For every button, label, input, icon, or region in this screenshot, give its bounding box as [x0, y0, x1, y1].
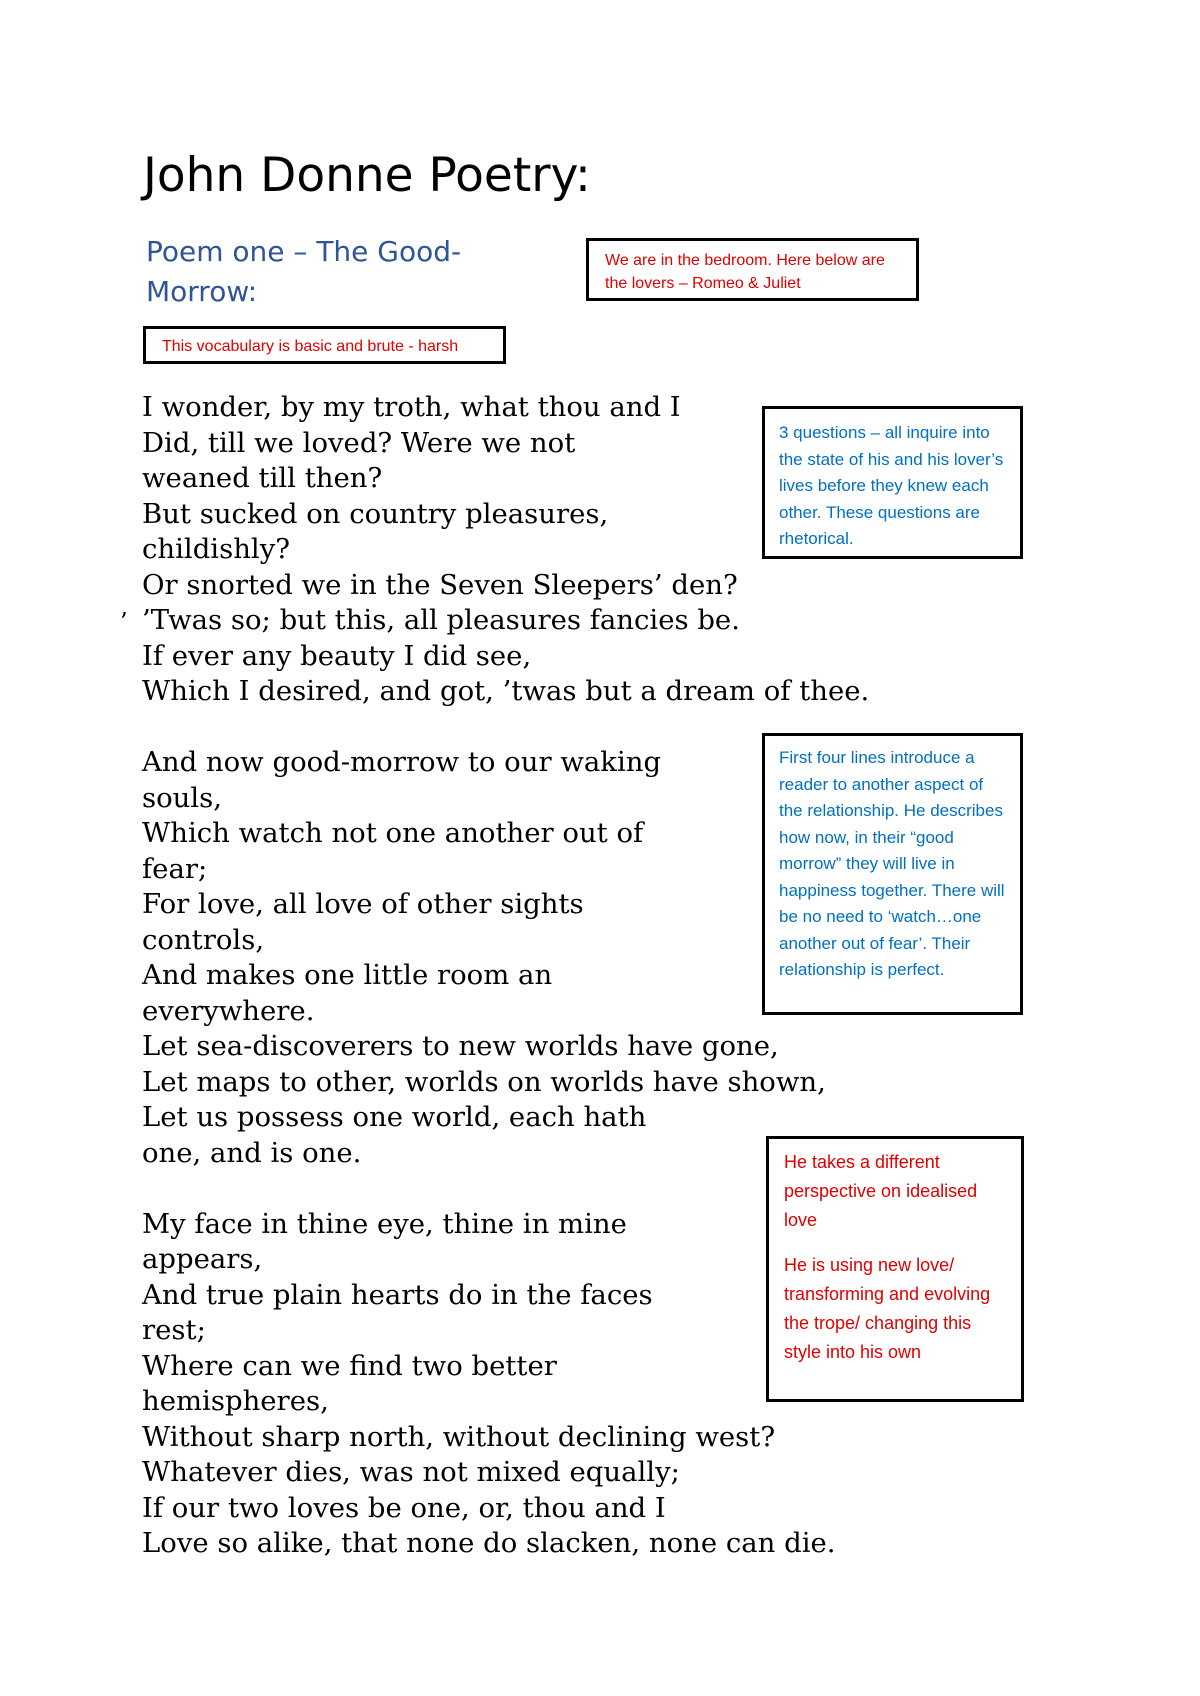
- poem-line: If our two loves be one, or, thou and I: [142, 1491, 666, 1524]
- poem-line: everywhere.: [142, 994, 315, 1027]
- poem-line: My face in thine eye, thine in mine: [142, 1207, 627, 1240]
- poem-line: one, and is one.: [142, 1136, 362, 1169]
- poem-line: And now good-morrow to our waking: [142, 746, 662, 778]
- poem-line: Without sharp north, without declining west?: [142, 1420, 776, 1453]
- note-bedroom: [586, 238, 919, 301]
- poem-line: ’Twas so; but this, all pleasures fancies be.: [142, 604, 740, 636]
- poem-line: Which I desired, and got, ’twas but a dream of thee.: [142, 675, 870, 707]
- note-perspective-text-1: He takes a different perspective on idealised love: [784, 1152, 978, 1230]
- poem-line: appears,: [142, 1243, 263, 1275]
- poem-line: Love so alike, that none do slacken, none can die.: [142, 1527, 836, 1559]
- stanza: [142, 745, 932, 1171]
- poem-body: [142, 390, 932, 1562]
- poem-line: Did, till we loved? Were we not: [142, 426, 576, 459]
- poem-line: rest;: [142, 1314, 206, 1346]
- note-perspective-text-2: He is using new love/ transforming and evolving the trope/ changing this style into his own: [784, 1255, 991, 1362]
- stray-apostrophe: ’: [120, 608, 128, 636]
- poem-line: Which watch not one another out of: [142, 817, 644, 849]
- stanza: [142, 1207, 932, 1562]
- poem-line: Or snorted we in the Seven Sleepers’ den?: [142, 568, 738, 601]
- poem-line: hemispheres,: [142, 1385, 329, 1417]
- poem-line: controls,: [142, 923, 265, 956]
- note-questions-text: 3 questions – all inquire into the state of his and his lover’s lives before they knew each other. These questions are rhetorical.: [779, 423, 1004, 548]
- poem-line: Where can we find two better: [142, 1349, 557, 1382]
- poem-heading: Poem one – The Good-Morrow:: [146, 235, 462, 308]
- poem-line: Whatever dies, was not mixed equally;: [142, 1456, 680, 1488]
- poem-line: And true plain hearts do in the faces: [142, 1278, 653, 1311]
- poem-line: souls,: [142, 781, 223, 814]
- poem-line: If ever any beauty I did see,: [142, 639, 532, 672]
- note-bedroom-text: We are in the bedroom. Here below are the lovers – Romeo & Juliet: [605, 252, 885, 292]
- note-vocabulary-text: This vocabulary is basic and brute - harsh: [162, 338, 459, 355]
- stanza: [142, 390, 932, 710]
- poem-line: And makes one little room an: [142, 959, 553, 991]
- page-title: John Donne Poetry:: [143, 148, 591, 203]
- note-first-four-lines-text: First four lines introduce a reader to another aspect of the relationship. He describes how now, in their “good morrow” they will live in happiness together. There will be no need to ‘watch…one another out of fear’. Their relationship is perfect.: [779, 748, 1005, 979]
- poem-line: fear;: [142, 852, 208, 885]
- poem-line: Let maps to other, worlds on worlds have shown,: [142, 1065, 826, 1098]
- poem-line: I wonder, by my troth, what thou and I: [142, 391, 681, 423]
- poem-line: Let sea-discoverers to new worlds have gone,: [142, 1030, 779, 1062]
- poem-line: But sucked on country pleasures,: [142, 497, 609, 530]
- poem-line: childishly?: [142, 533, 291, 565]
- poem-line: weaned till then?: [142, 462, 383, 494]
- note-vocabulary: [143, 326, 506, 364]
- poem-line: For love, all love of other sights: [142, 888, 584, 920]
- poem-line: Let us possess one world, each hath: [142, 1101, 647, 1133]
